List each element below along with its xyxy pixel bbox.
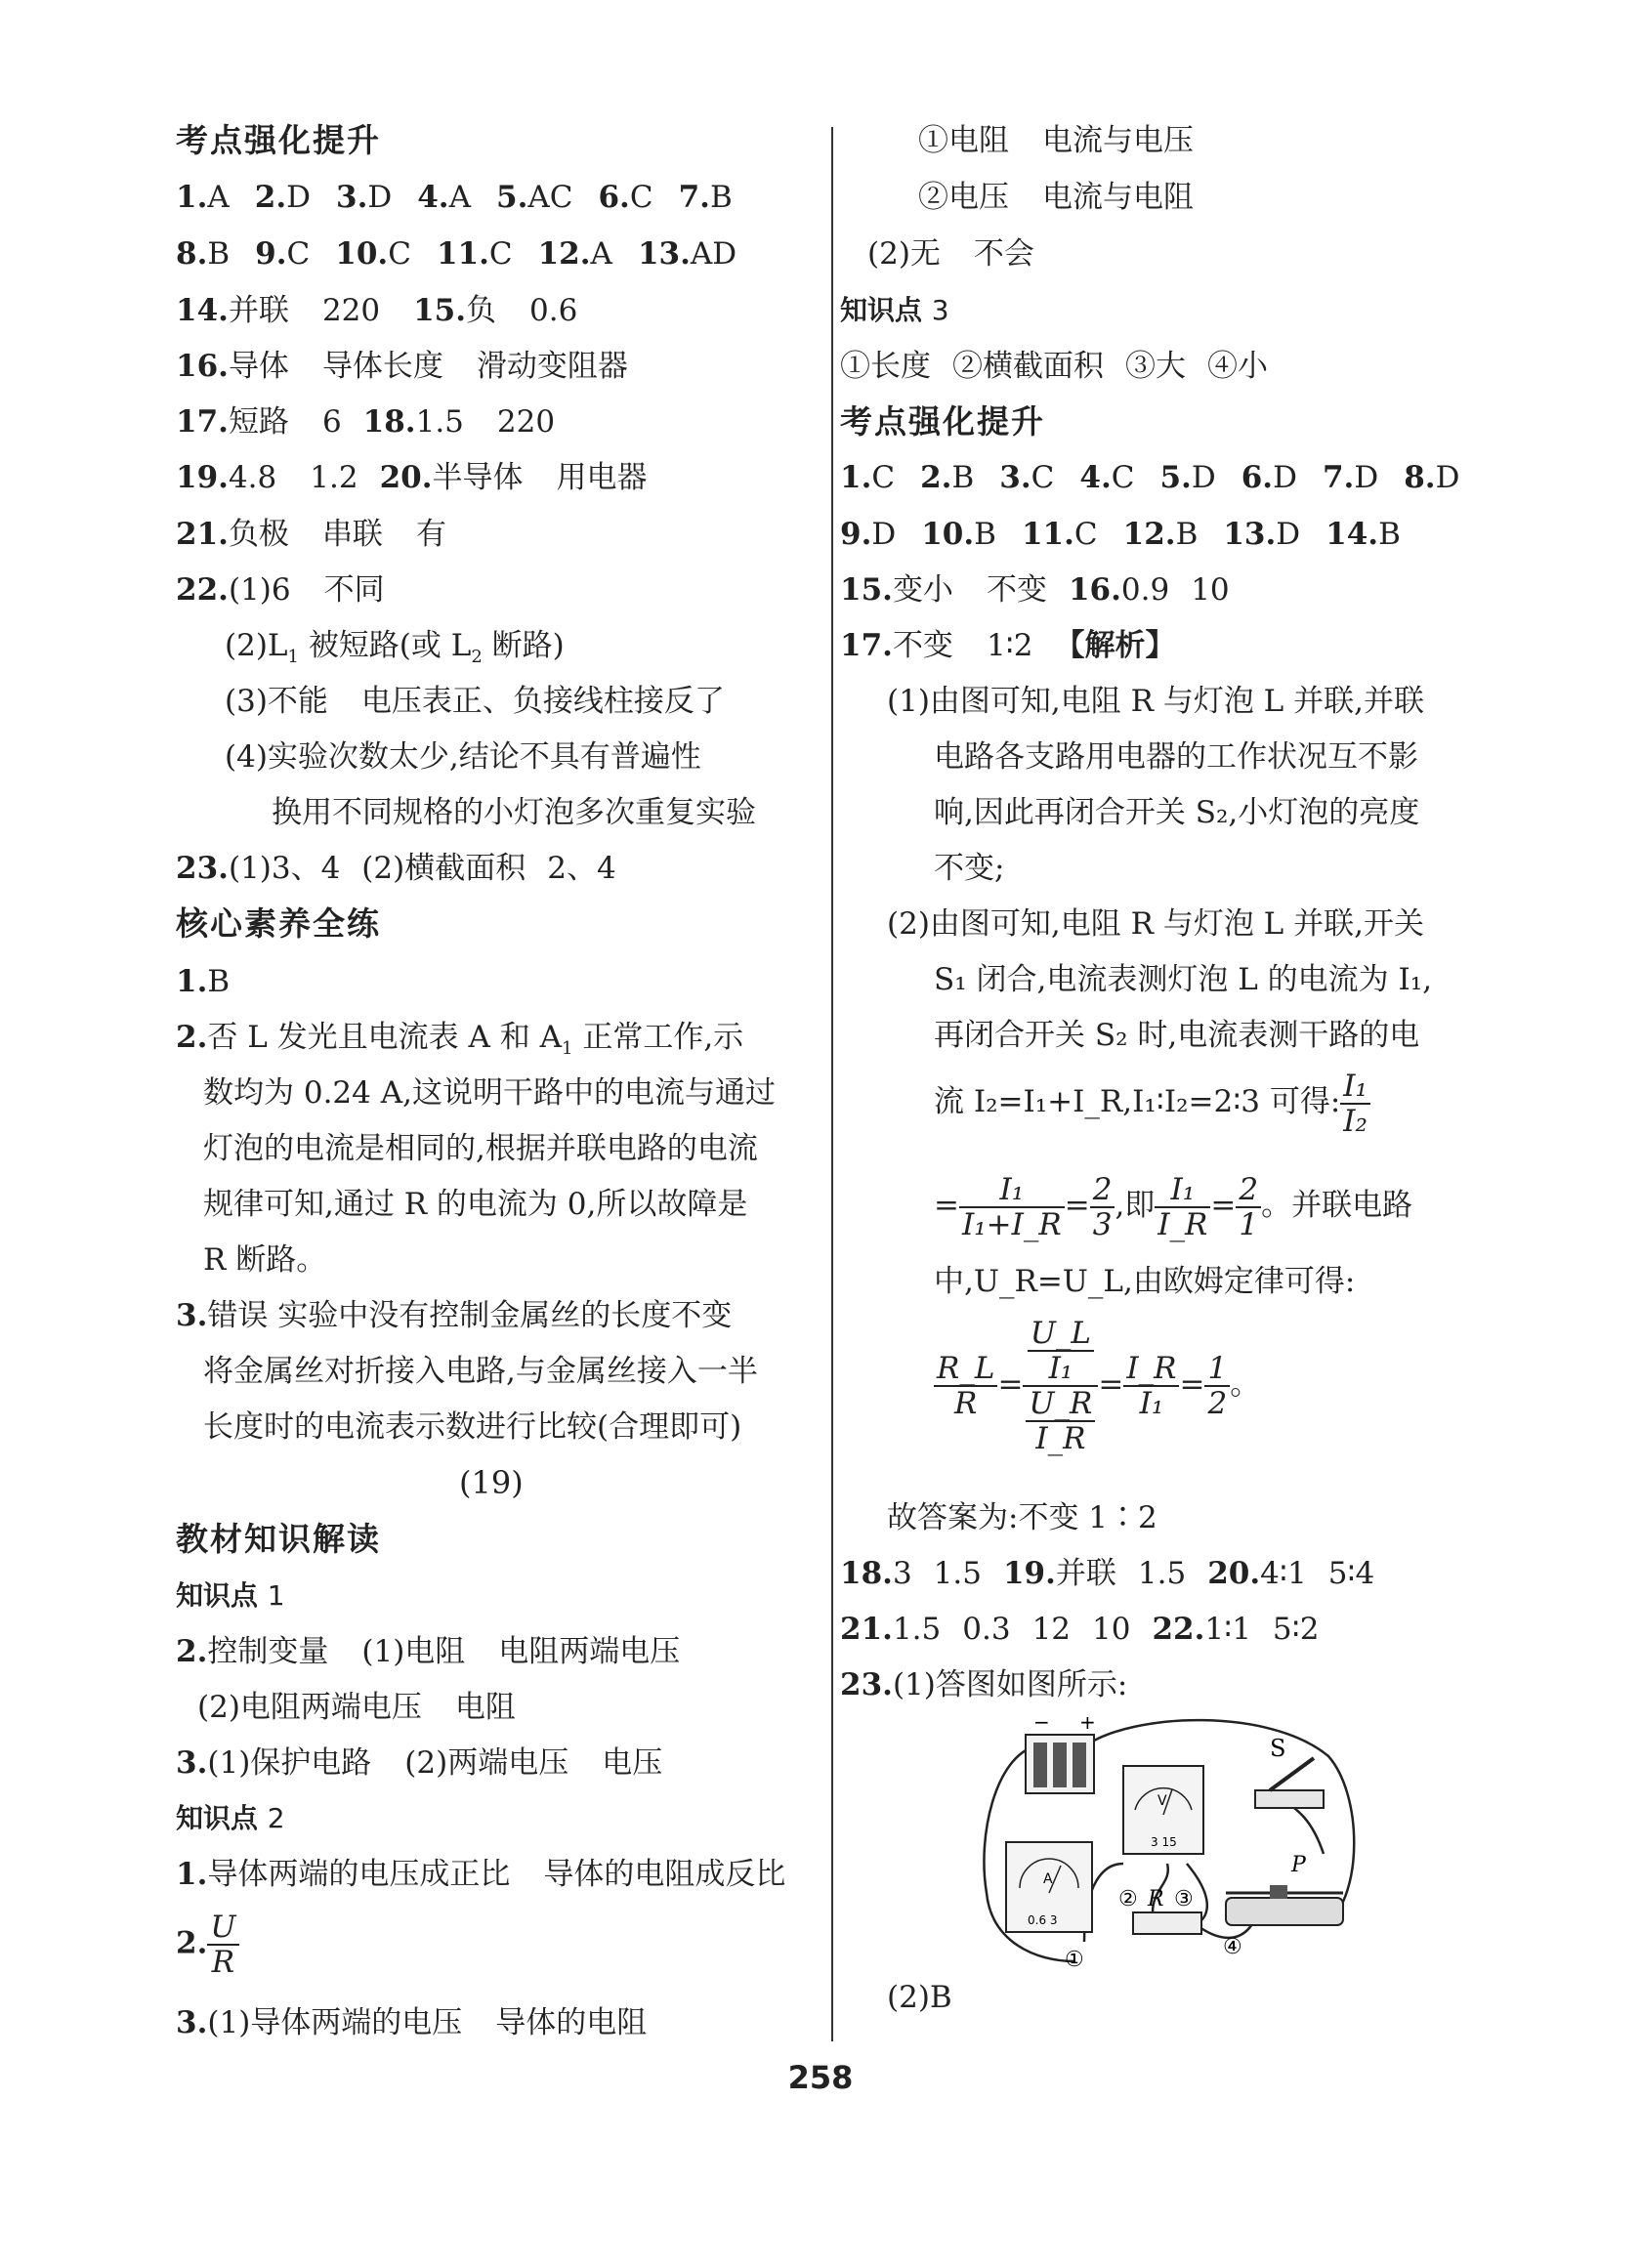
terminal-3: ③: [1174, 1887, 1194, 1911]
answer-choice: D: [286, 180, 311, 215]
answer-line: 22.(1)6 不同: [176, 572, 385, 608]
answer-line: 18.3 1.5 19.并联 1.5 20.4∶1 5∶4: [840, 1556, 1375, 1591]
mc-answer: [1123, 517, 1199, 552]
section-heading: 考点强化提升: [840, 402, 1045, 441]
answer-line: (2)电阻两端电压 电阻: [197, 1690, 516, 1725]
answer-choice: D: [1435, 460, 1460, 495]
answer-choice: C: [1031, 460, 1055, 495]
voltmeter-scale: 3 15: [1151, 1835, 1177, 1849]
explanation-line: 电路各支路用电器的工作状况互不影: [934, 739, 1418, 775]
explanation-line: 再闭合开关 S₂ 时,电流表测干路的电: [934, 1018, 1420, 1053]
answer-line: $(2)L_1$ 被短路(或 $L_2$ 断路): [225, 628, 565, 668]
answer-choice: C: [1111, 460, 1135, 495]
mc-answer: [598, 180, 652, 215]
mc-answer: [437, 236, 513, 272]
mc-answer: [176, 236, 230, 272]
answer-choice: C: [871, 460, 896, 495]
fraction: $\frac{\text{I₁}}{I\_R}$: [1155, 1173, 1210, 1241]
explanation-line: 响,因此再闭合开关 S₂,小灯泡的亮度: [934, 795, 1420, 830]
answer-line: 2. $\frac{U}{R}$: [176, 1911, 239, 1979]
section-heading: 考点强化提升: [176, 121, 381, 159]
mc-answers-row: [176, 234, 762, 273]
fraction: $\frac{\text{I₁}}{\text{I₂}}$: [1340, 1070, 1370, 1138]
question-number: 12.: [537, 236, 591, 272]
answer-choice: B: [709, 180, 733, 215]
question-number: 1.: [176, 180, 208, 215]
ammeter-label: A: [1043, 1871, 1053, 1887]
question-number: 12.: [1122, 517, 1176, 552]
mc-answer: [255, 236, 310, 272]
circuit-svg: [977, 1717, 1368, 1971]
answer-choice: D: [1191, 460, 1216, 495]
answer-line: (2)无 不会: [867, 236, 1034, 272]
fraction: $\frac{U}{R}$: [207, 1911, 238, 1979]
question-number: 10.: [335, 236, 389, 272]
answer-line: 规律可知,通过 R 的电流为 0,所以故障是: [203, 1187, 748, 1222]
mc-answer: [335, 236, 411, 272]
equation-line: $\frac{R\_L}{R}$ = $\frac{\frac{U\_L}{\text{I₁}}}{\frac{U\_R}{I\_R}}$ = $\frac{I\_R}{\text{I₁}}$ = $\frac{1}{2}$ 。: [934, 1317, 1260, 1455]
mc-answers-row: [840, 458, 1485, 497]
answer-line: 1.导体两端的电压成正比 导体的电阻成反比: [176, 1857, 786, 1892]
terminal-4: ④: [1223, 1935, 1242, 1959]
mc-answer: [920, 460, 974, 495]
section-number: (19): [459, 1464, 524, 1501]
mc-answer: [176, 180, 230, 215]
mc-answer: [538, 236, 612, 272]
answer-choice: B: [951, 460, 975, 495]
answer-choice: C: [388, 236, 411, 272]
answer-choice: D: [1273, 460, 1297, 495]
answer-choice: AD: [690, 236, 737, 272]
question-number: 7.: [1322, 460, 1355, 495]
answer-choice: D: [367, 180, 393, 215]
answer-line: 3.(1)导体两端的电压 导体的电阻: [176, 2005, 648, 2040]
answer-line: ①长度 ②横截面积 ③大 ④小: [840, 349, 1268, 384]
mc-answer: [1404, 460, 1459, 495]
answer-choice: D: [1354, 460, 1379, 495]
equation-line: = $\frac{\text{I₁}}{\text{I₁+I\_R}}$ = $\frac{2}{3}$ ,即 $\frac{\text{I₁}}{I\_R}$ = $\frac{2}{1}$ 。并联电路: [934, 1171, 1413, 1242]
mc-answer: [1079, 460, 1134, 495]
mc-answer: [1325, 517, 1401, 552]
answer-line: 换用不同规格的小灯泡多次重复实验: [272, 795, 756, 830]
mc-answer: [840, 517, 896, 552]
terminal-2: ②: [1118, 1887, 1138, 1911]
answer-choice: B: [1378, 517, 1401, 552]
question-number: 8.: [1404, 460, 1436, 495]
switch-label: S: [1270, 1735, 1286, 1762]
mc-answer: [336, 180, 392, 215]
mc-answer: [999, 460, 1054, 495]
ammeter-scale: 0.6 3: [1028, 1913, 1058, 1927]
fraction: $\frac{I\_R}{\text{I₁}}$: [1123, 1352, 1179, 1420]
answer-line: 3.错误 实验中没有控制金属丝的长度不变: [176, 1298, 733, 1333]
answer-choice: D: [1276, 517, 1301, 552]
question-number: 3.: [336, 180, 368, 215]
answer-line: 21.1.5 0.3 12 10 22.1∶1 5∶2: [840, 1612, 1320, 1647]
knowledge-point-label: 知识点 1: [176, 1579, 285, 1612]
battery-minus: −: [1033, 1717, 1050, 1734]
battery-plus: +: [1079, 1717, 1096, 1734]
answer-line: 15.变小 不变 16.0.9 10: [840, 572, 1230, 608]
answer-line: R 断路。: [203, 1242, 327, 1278]
knowledge-point-label: 知识点 3: [840, 294, 949, 326]
fraction: $\frac{2}{1}$: [1236, 1173, 1261, 1241]
switch: [1255, 1758, 1324, 1808]
answer-choice: C: [286, 236, 311, 272]
answer-line: 2.控制变量 (1)电阻 电阻两端电压: [176, 1634, 681, 1669]
answer-line: 3.(1)保护电路 (2)两端电压 电压: [176, 1745, 663, 1781]
answer-line: 23.(1)答图如图所示:: [840, 1667, 1128, 1702]
question-number: 14.: [1325, 517, 1379, 552]
knowledge-point-label: 知识点 2: [176, 1802, 285, 1834]
mc-answer: [679, 180, 733, 215]
section-heading: 教材知识解读: [176, 1520, 381, 1558]
answer-line: 19.4.8 1.2 20.半导体 用电器: [176, 460, 648, 495]
fraction: $\frac{U\_L}{\text{I₁}}$: [1028, 1317, 1094, 1385]
answer-line: 1.B: [176, 964, 231, 999]
answer-line: (3)不能 电压表正、负接线柱接反了: [225, 684, 725, 719]
answer-choice: A: [207, 180, 230, 215]
answer-line: 21.负极 串联 有: [176, 517, 446, 552]
mc-answer: [496, 180, 572, 215]
mc-answer: [417, 180, 471, 215]
answer-line: (4)实验次数太少,结论不具有普遍性: [225, 739, 701, 775]
answer-line: 数均为 0.24 A,这说明干路中的电流与通过: [203, 1075, 776, 1111]
answer-line: 2.否 L 发光且电流表 A 和 $A_1$ 正常工作,示: [176, 1020, 744, 1060]
question-number: 13.: [637, 236, 691, 272]
question-number: 9.: [840, 517, 872, 552]
answer-line: 17.不变 1∶2 【解析】: [840, 628, 1176, 663]
mc-answers-row: [840, 515, 1426, 554]
answer-line: 23.(1)3、4 (2)横截面积 2、4: [176, 851, 616, 886]
fraction: $\frac{R\_L}{R}$: [934, 1352, 997, 1420]
mc-answer: [1323, 460, 1378, 495]
resistor-label: R: [1148, 1887, 1164, 1911]
answer-line: ①电阻 电流与电压: [918, 123, 1194, 158]
page-number: 258: [787, 2059, 854, 2096]
answer-line: 将金属丝对折接入电路,与金属丝接入一半: [203, 1354, 758, 1389]
fraction: $\frac{2}{3}$: [1090, 1173, 1115, 1241]
question-number: 13.: [1223, 517, 1277, 552]
mc-answer: [255, 180, 311, 215]
question-number: 10.: [921, 517, 975, 552]
answer-line: 灯泡的电流是相同的,根据并联电路的电流: [203, 1131, 758, 1166]
question-number: 3.: [999, 460, 1031, 495]
question-number: 4.: [1079, 460, 1112, 495]
answer-choice: C: [1073, 517, 1098, 552]
answer-line: ②电压 电流与电阻: [918, 180, 1194, 215]
answer-line: 14.并联 220 15.负 0.6: [176, 293, 578, 328]
slider-label: P: [1291, 1853, 1306, 1877]
voltmeter-label: V: [1157, 1793, 1167, 1809]
battery: [1026, 1735, 1094, 1793]
question-number: 4.: [417, 180, 449, 215]
answer-line: 16.导体 导体长度 滑动变阻器: [176, 349, 628, 384]
answer-line: 故答案为:不变 1∶2: [887, 1500, 1157, 1535]
question-number: 5.: [496, 180, 528, 215]
resistor: [1133, 1912, 1201, 1934]
fraction: $\frac{1}{2}$: [1204, 1352, 1230, 1420]
rheostat: [1226, 1885, 1343, 1925]
answer-choice: D: [871, 517, 897, 552]
equation-line: 流 I₂=I₁+I_R,I₁∶I₂=2∶3 可得: $\frac{\text{I₁}}{\text{I₂}}$: [934, 1067, 1370, 1138]
answer-choice: B: [207, 236, 231, 272]
mc-answer: [921, 517, 996, 552]
answer-choice: C: [488, 236, 513, 272]
question-number: 9.: [255, 236, 287, 272]
answer-choice: A: [448, 180, 471, 215]
explanation-line: S₁ 闭合,电流表测灯泡 L 的电流为 I₁,: [934, 962, 1433, 997]
fraction: $\frac{\text{I₁}}{\text{I₁+I\_R}}$: [959, 1173, 1065, 1241]
explanation-line: 不变;: [934, 851, 1005, 886]
equation-line: 中,U_R=U_L,由欧姆定律可得:: [934, 1264, 1356, 1299]
question-number: 11.: [436, 236, 489, 272]
explanation-line: (1)由图可知,电阻 R 与灯泡 L 并联,并联: [887, 684, 1424, 719]
answer-line: (2)B: [887, 1980, 952, 2015]
mc-answer: [840, 460, 895, 495]
question-number: 7.: [678, 180, 710, 215]
fraction: $\frac{U\_R}{I\_R}$: [1026, 1387, 1095, 1455]
question-number: 2.: [254, 180, 287, 215]
mc-answer: [638, 236, 736, 272]
terminal-1: ①: [1065, 1948, 1084, 1971]
mc-answer: [1022, 517, 1098, 552]
question-number: 2.: [920, 460, 952, 495]
mc-answer: [1223, 517, 1300, 552]
circuit-diagram: [977, 1717, 1368, 1971]
answer-line: 17.短路 6 18.1.5 220: [176, 404, 556, 440]
question-number: 11.: [1021, 517, 1074, 552]
section-heading: 核心素养全练: [176, 904, 381, 943]
question-number: 8.: [176, 236, 208, 272]
fraction: [1023, 1317, 1098, 1455]
question-number: 5.: [1159, 460, 1192, 495]
column-divider: [831, 127, 833, 2041]
answer-choice: A: [590, 236, 612, 272]
answer-choice: AC: [527, 180, 573, 215]
mc-answer: [1241, 460, 1297, 495]
answer-choice: B: [1175, 517, 1199, 552]
explanation-line: (2)由图可知,电阻 R 与灯泡 L 并联,开关: [887, 906, 1424, 942]
answer-choice: B: [974, 517, 996, 552]
question-number: 6.: [598, 180, 630, 215]
mc-answers-row: [176, 178, 758, 217]
answer-choice: C: [629, 180, 653, 215]
answer-line: 长度时的电流表示数进行比较(合理即可): [203, 1409, 742, 1445]
mc-answer: [1159, 460, 1215, 495]
question-number: 6.: [1241, 460, 1274, 495]
question-number: 1.: [840, 460, 872, 495]
